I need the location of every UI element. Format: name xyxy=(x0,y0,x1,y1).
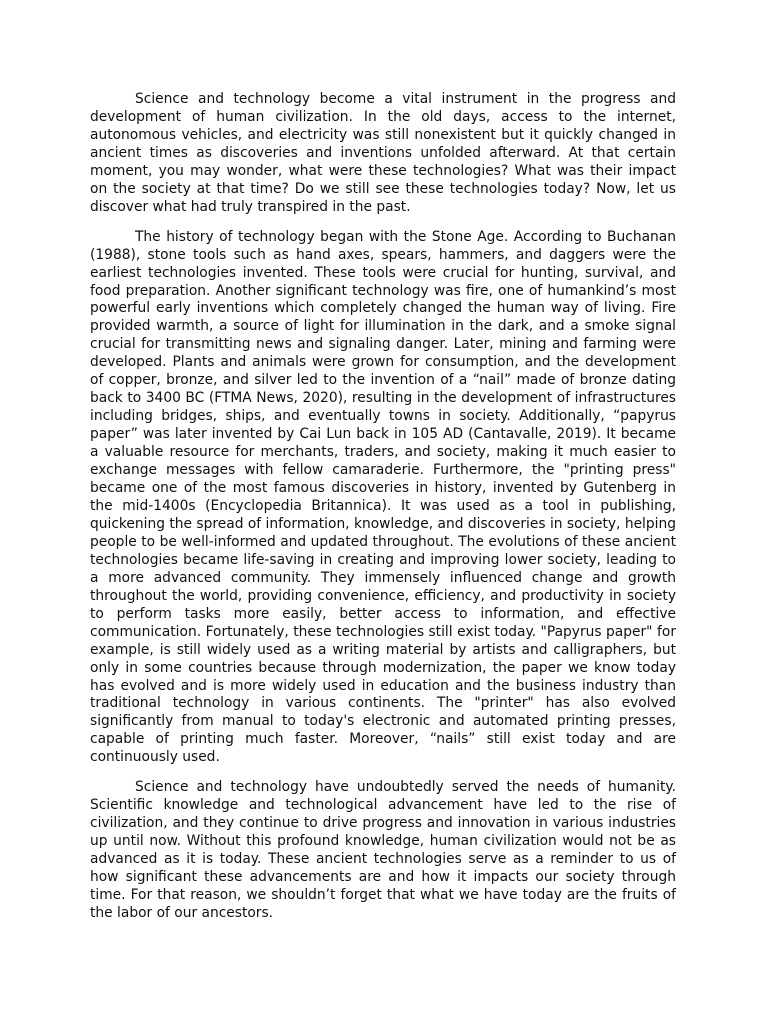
document-body xyxy=(90,91,676,935)
paragraph-history: The history of technology began with the Stone Age. According to Buchanan (1988), stone tools such as hand axes, spears, hammers, and daggers were the earliest technologies invented. These tools were crucial for hunting, survival, and food preparation. Another significant technology was fire, one of humankind’s most powerful early inventions which completely changed the human way of living. Fire provided warmth, a source of light for illumination in the dark, and a smoke signal crucial for transmitting news and signaling danger. Later, mining and farming were developed. Plants and animals were grown for consumption, and the development of copper, bronze, and silver led to the invention of a “nail” made of bronze dating back to 3400 BC (FTMA News, 2020), resulting in the development of infrastructures including bridges, ships, and eventually towns in society. Additionally, “papyrus paper” was later invented by Cai Lun back in 105 AD (Cantavalle, 2019). It became a valuable resource for merchants, traders, and society, making it much easier to exchange messages with fellow camaraderie. Furthermore, the "printing press" became one of the most famous discoveries in history, invented by Gutenberg in the mid-1400s (Encyclopedia Britannica). It was used as a tool in publishing, quickening the spread of information, knowledge, and discoveries in society, helping people to be well-informed and updated throughout. The evolutions of these ancient technologies became life-saving in creating and improving lower society, leading to a more advanced community. They immensely influenced change and growth throughout the world, providing convenience, efficiency, and productivity in society to perform tasks more easily, better access to information, and effective communication. Fortunately, these technologies still exist today. "Papyrus paper" for example, is still widely used as a writing material by artists and calligraphers, but only in some countries because through modernization, the paper we know today has evolved and is more widely used in education and the business industry than traditional technology in various continents. The "printer" has also evolved significantly from manual to today's electronic and automated printing presses, capable of printing much faster. Moreover, “nails” still exist today and are continuously used. xyxy=(90,228,676,766)
paragraph-conclusion: Science and technology have undoubtedly served the needs of humanity. Scientific knowledge and technological advancement have led to the rise of civilization, and they continue to drive progress and innovation in various industries up until now. Without this profound knowledge, human civilization would not be as advanced as it is today. These ancient technologies serve as a reminder to us of how significant these advancements are and how it impacts our society through time. For that reason, we shouldn’t forget that what we have today are the fruits of the labor of our ancestors. xyxy=(90,779,676,921)
paragraph-intro: Science and technology become a vital instrument in the progress and development of human civilization. In the old days, access to the internet, autonomous vehicles, and electricity was still nonexistent but it quickly changed in ancient times as discoveries and inventions unfolded afterward. At that certain moment, you may wonder, what were these technologies? What was their impact on the society at that time? Do we still see these technologies today? Now, let us discover what had truly transpired in the past. xyxy=(90,91,676,215)
